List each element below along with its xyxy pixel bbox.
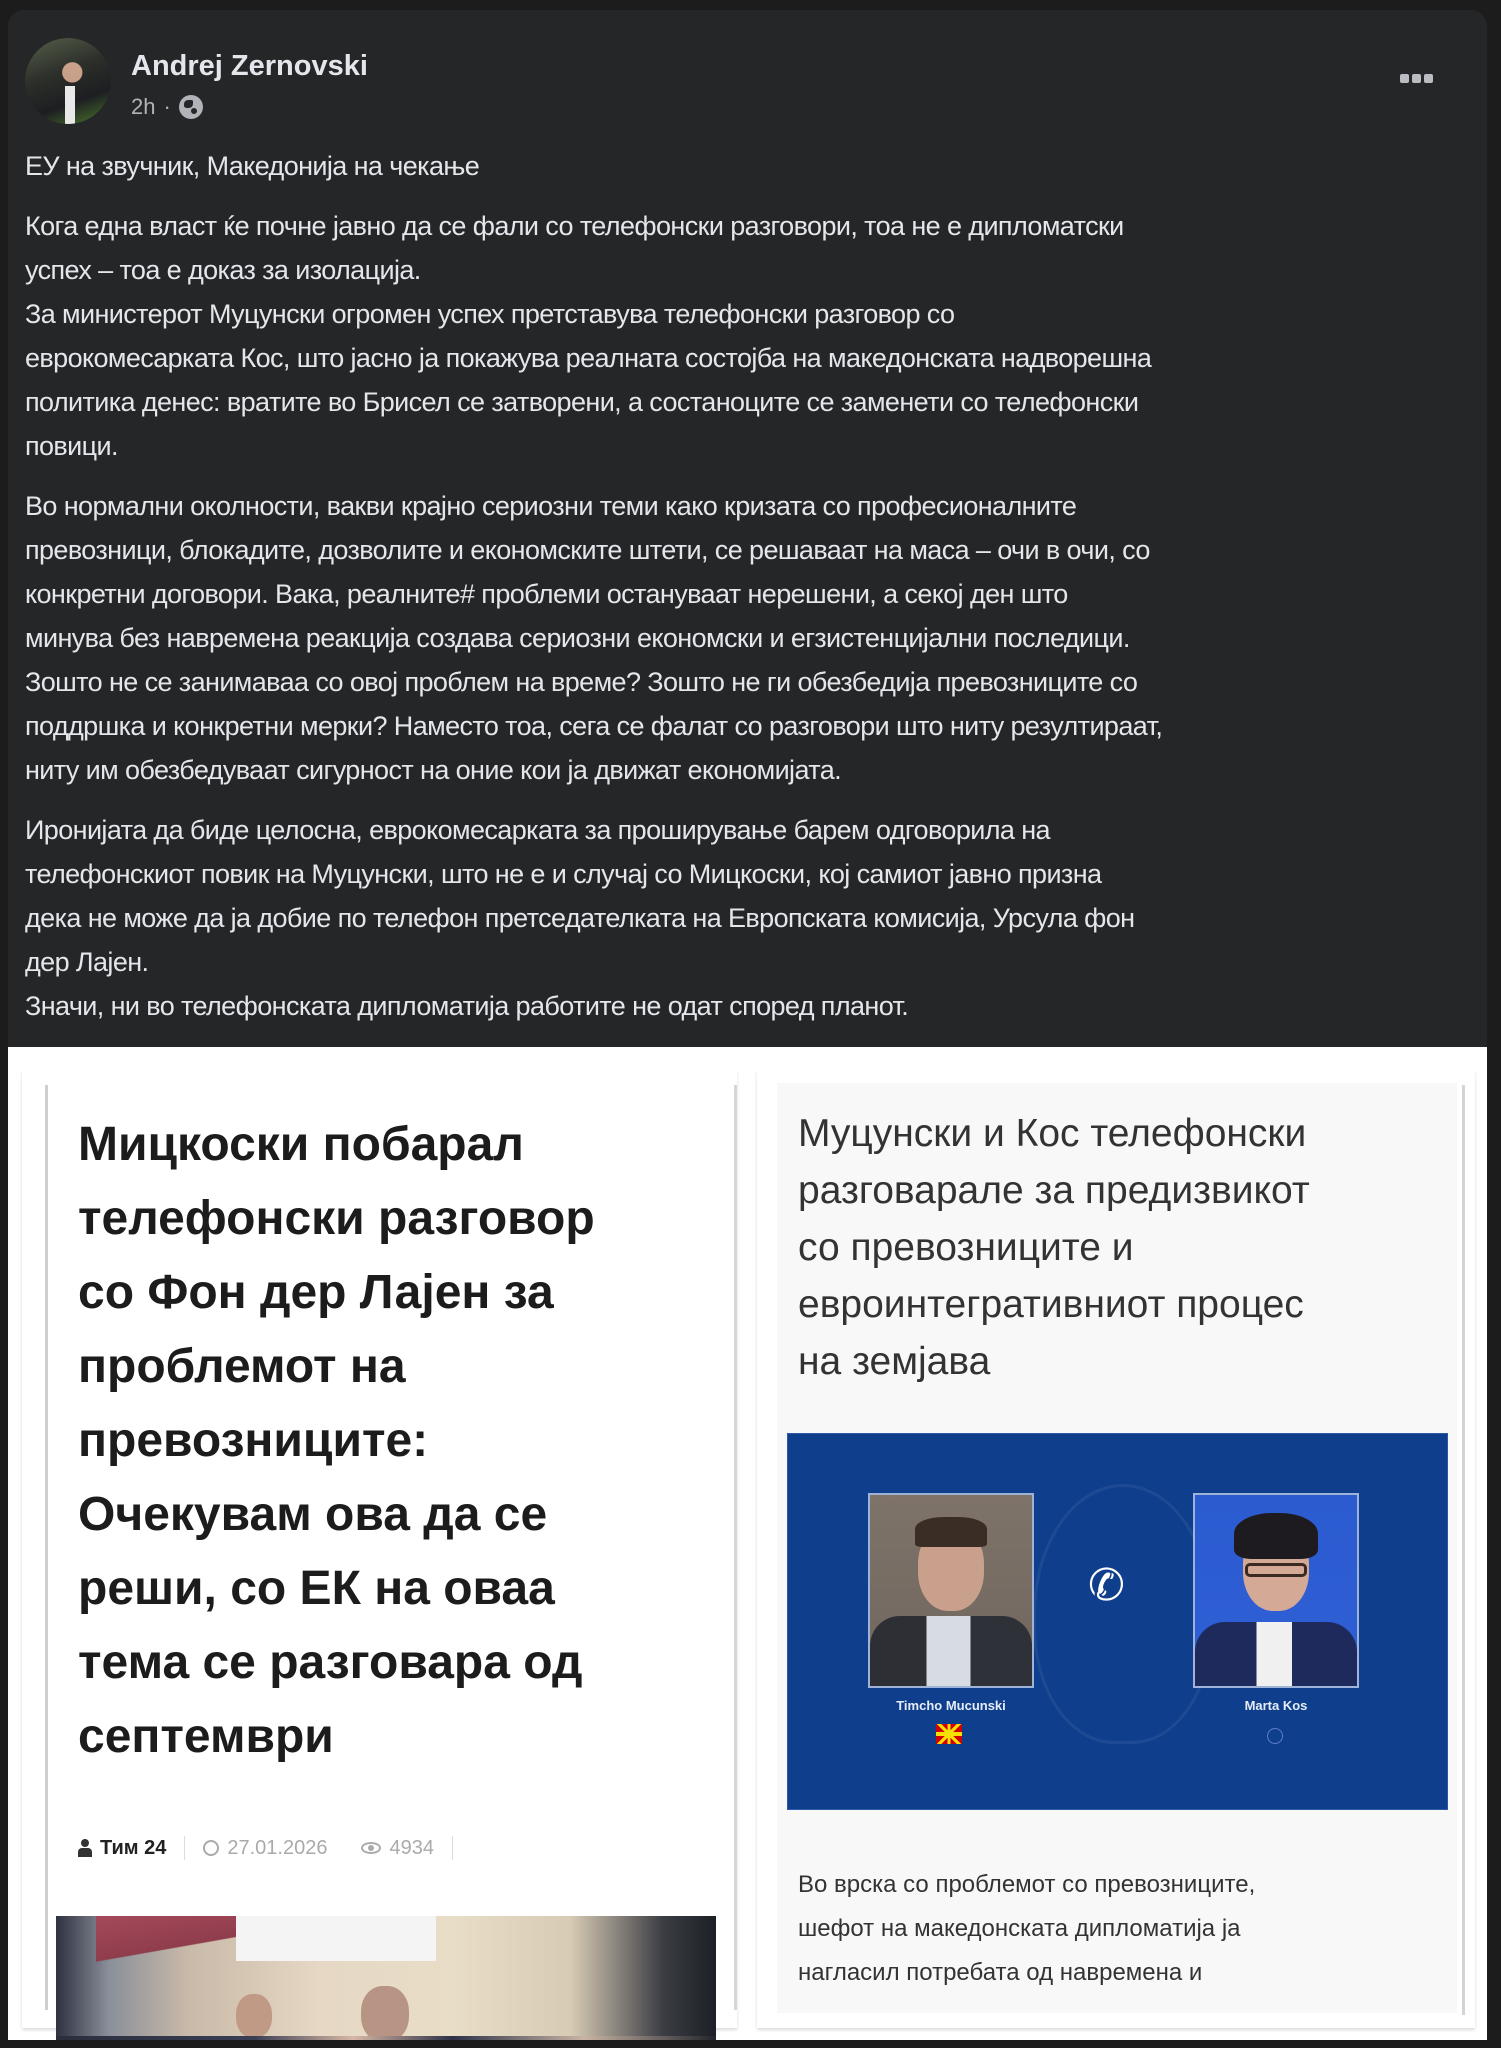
more-options-button[interactable] bbox=[1400, 74, 1433, 83]
caption-left: Timcho Mucunski bbox=[896, 1698, 1006, 1713]
body-line: Иронијата да биде целосна, еврокомесарката за проширување барем одговорила на bbox=[25, 815, 1050, 845]
portrait-mucunski bbox=[868, 1493, 1034, 1688]
facebook-post bbox=[8, 10, 1487, 2040]
body-line: телефонскиот повик на Муцунски, што не е и случај со Мицкоски, кој самиот јавно призна bbox=[25, 859, 1102, 889]
post-timestamp[interactable]: 2h bbox=[131, 94, 156, 119]
headline-line: на земјава bbox=[798, 1340, 991, 1383]
right-article-headline bbox=[798, 1105, 1448, 1390]
photo-sky bbox=[236, 1916, 436, 1961]
headline-line: септември bbox=[78, 1710, 334, 1763]
portrait-glasses bbox=[1245, 1563, 1307, 1577]
headline-line: Муцунски и Кос телефонски bbox=[798, 1112, 1307, 1155]
byline-author-text: Тим 24 bbox=[100, 1836, 167, 1859]
card-border-left bbox=[45, 1085, 48, 2010]
globe-icon[interactable] bbox=[179, 95, 203, 119]
body-line: еврокомесарката Кос, што јасно ја покажува реалната состојба на македонската надворешна bbox=[25, 343, 1152, 373]
more-options-icon bbox=[1400, 74, 1409, 83]
photo-crowd bbox=[56, 2036, 716, 2040]
body-line: За министерот Муцунски огромен успех претставува телефонски разговор со bbox=[25, 299, 955, 329]
excerpt-line: шефот на македонската дипломатија ја bbox=[798, 1915, 1241, 1942]
author-name[interactable]: Andrej Zernovski bbox=[131, 50, 368, 82]
meta-separator: · bbox=[163, 94, 171, 119]
post-meta bbox=[131, 94, 203, 120]
body-line: повици. bbox=[25, 431, 118, 461]
article-card-left bbox=[22, 1070, 737, 2028]
post-title-text: ЕУ на звучник, Македонија на чекање bbox=[25, 151, 480, 181]
byline-views bbox=[361, 1837, 434, 1860]
post-paragraph-3 bbox=[25, 808, 1465, 1028]
user-icon bbox=[78, 1839, 92, 1857]
photo-person bbox=[236, 1994, 272, 2038]
byline-date bbox=[203, 1837, 327, 1860]
post-body bbox=[25, 144, 1465, 1044]
card-border-right bbox=[1462, 1085, 1465, 2015]
headline-line: тема се разговара од bbox=[78, 1636, 583, 1689]
article-card-right bbox=[757, 1070, 1475, 2028]
body-line: Значи, ни во телефонската дипломатија работите не одат според планот. bbox=[25, 991, 909, 1021]
byline-author bbox=[78, 1837, 166, 1860]
headline-line: Мицкоски побарал bbox=[78, 1118, 524, 1171]
article-byline bbox=[78, 1836, 471, 1860]
byline-views-text: 4934 bbox=[389, 1836, 434, 1859]
macedonia-flag-icon bbox=[936, 1724, 962, 1744]
article-card-right-inner bbox=[777, 1083, 1457, 2013]
headline-line: разговарале за предизвикот bbox=[798, 1169, 1310, 1212]
headline-line: реши, со ЕК на оваа bbox=[78, 1562, 555, 1615]
author-avatar[interactable] bbox=[25, 38, 111, 124]
post-paragraph-2 bbox=[25, 484, 1465, 792]
body-line: дер Лајен. bbox=[25, 947, 149, 977]
post-title bbox=[25, 144, 1465, 188]
headline-line: Очекувам ова да се bbox=[78, 1488, 548, 1541]
byline-date-text: 27.01.2026 bbox=[227, 1836, 328, 1859]
article-photo bbox=[56, 1916, 716, 2040]
body-line: Зошто не се занимаваа со овој проблем на време? Зошто не ги обезбедија превозниците со bbox=[25, 667, 1138, 697]
phone-call-icon: ✆ bbox=[1088, 1561, 1125, 1610]
body-line: превозници, блокадите, дозволите и економските штети, се решаваат на маса – очи в очи, со bbox=[25, 535, 1150, 565]
post-paragraph-1 bbox=[25, 204, 1465, 468]
headline-line: телефонски разговор bbox=[78, 1192, 595, 1245]
headline-line: евроинтегративниот процес bbox=[798, 1283, 1304, 1326]
body-line: Кога една власт ќе почне јавно да се фали со телефонски разговори, тоа не е дипломатски bbox=[25, 211, 1124, 241]
clock-icon bbox=[203, 1840, 219, 1856]
coat-of-arms-watermark bbox=[1033, 1484, 1213, 1744]
headline-line: со превозниците и bbox=[798, 1226, 1134, 1269]
body-line: поддршка и конкретни мерки? Наместо тоа, сега се фалат со разговори што ниту резултираат, bbox=[25, 711, 1163, 741]
left-article-headline bbox=[78, 1108, 708, 1774]
body-line: Во нормални околности, вакви крајно сериозни теми како кризата со професионалните bbox=[25, 491, 1077, 521]
eye-icon bbox=[361, 1842, 381, 1854]
headline-line: превозниците: bbox=[78, 1414, 429, 1467]
eu-flag-icon bbox=[1267, 1728, 1283, 1744]
phone-call-graphic bbox=[787, 1433, 1448, 1810]
headline-line: проблемот на bbox=[78, 1340, 406, 1393]
post-image-attachment[interactable] bbox=[8, 1047, 1487, 2040]
portrait-kos bbox=[1193, 1493, 1359, 1688]
portrait-hair bbox=[915, 1517, 987, 1547]
headline-line: со Фон дер Лајен за bbox=[78, 1266, 554, 1319]
body-line: ниту им обезбедуваат сигурност на оние кои ја движат економијата. bbox=[25, 755, 842, 785]
divider bbox=[184, 1836, 185, 1860]
body-line: конкретни договори. Вака, реалните# проблеми остануваат нерешени, а секој ден што bbox=[25, 579, 1068, 609]
portrait-suit bbox=[870, 1616, 1032, 1686]
caption-right: Marta Kos bbox=[1244, 1698, 1308, 1713]
photo-person bbox=[361, 1986, 409, 2040]
more-dot bbox=[1412, 74, 1421, 83]
body-line: успех – тоа е доказ за изолација. bbox=[25, 255, 421, 285]
portrait-suit bbox=[1195, 1622, 1357, 1686]
body-line: дека не може да ја добие по телефон претседателката на Европската комисија, Урсула фон bbox=[25, 903, 1135, 933]
body-line: политика денес: вратите во Брисел се затворени, а состаноците се заменети со телефонски bbox=[25, 387, 1139, 417]
body-line: минува без навремена реакција создава сериозни економски и егзистенцијални последици. bbox=[25, 623, 1130, 653]
card-border-right bbox=[734, 1085, 737, 2010]
excerpt-line: нагласил потребата од навремена и bbox=[798, 1959, 1203, 1986]
more-dot bbox=[1424, 74, 1433, 83]
right-article-excerpt bbox=[798, 1863, 1438, 1995]
divider bbox=[452, 1836, 453, 1860]
excerpt-line: Во врска со проблемот со превозниците, bbox=[798, 1871, 1256, 1898]
portrait-hair bbox=[1234, 1513, 1318, 1559]
